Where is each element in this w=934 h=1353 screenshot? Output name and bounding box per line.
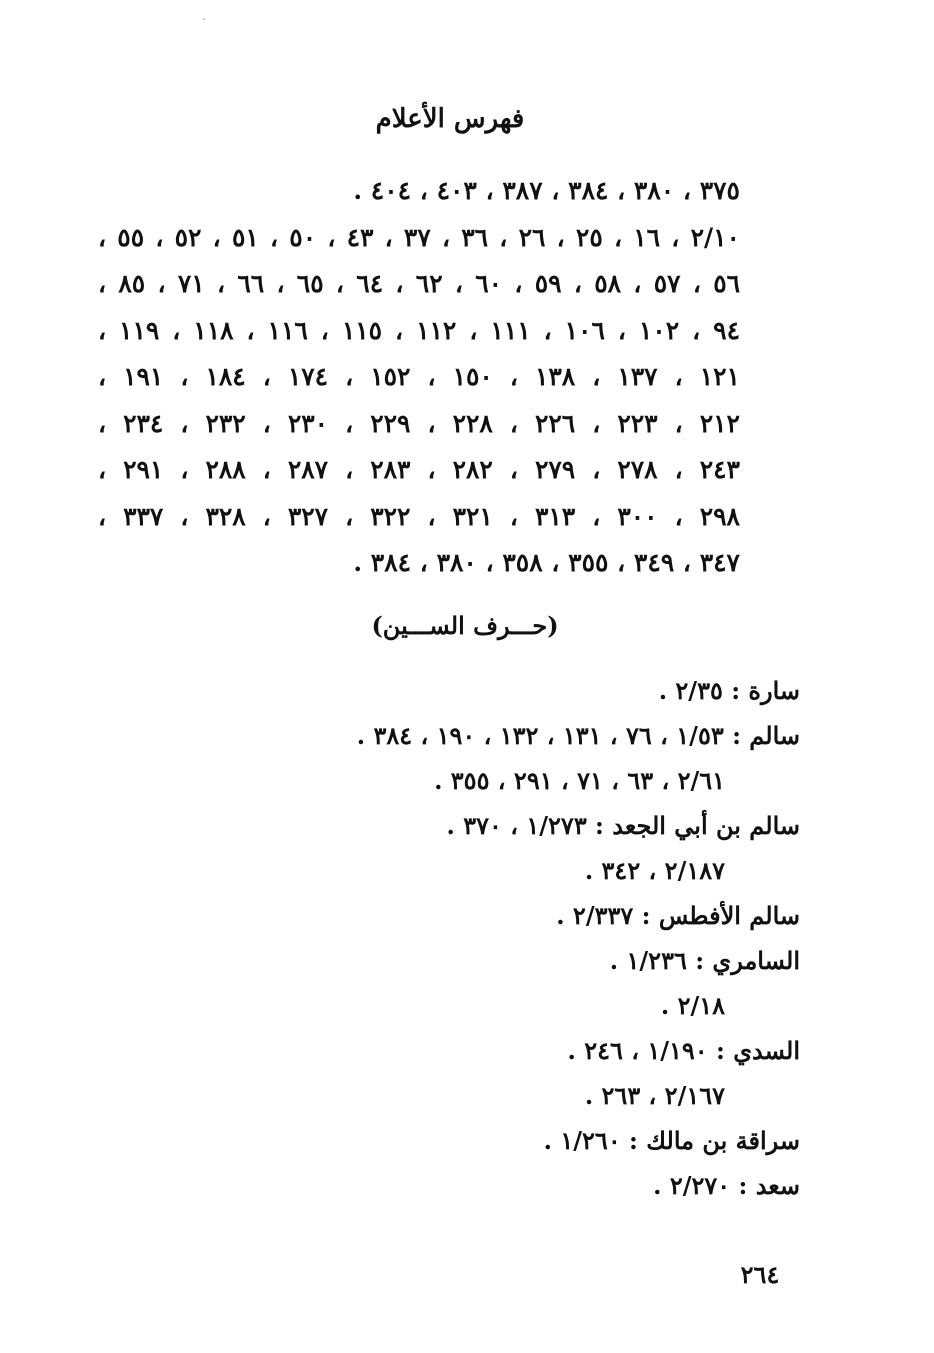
reference-line: ٥٦ ، ٥٧ ، ٥٨ ، ٥٩ ، ٦٠ ، ٦٢ ، ٦٤ ، ٦٥ ، ٦٦ ، ٧١ ، ٨٥ ، xyxy=(98,269,741,298)
index-entry-continuation: ٢/٦١ ، ٦٣ ، ٧١ ، ٢٩١ ، ٣٥٥ . xyxy=(434,766,725,795)
reference-line: ٢١٢ ، ٢٢٣ ، ٢٢٦ ، ٢٢٨ ، ٢٢٩ ، ٢٣٠ ، ٢٣٢ ، ٢٣٤ ، xyxy=(98,408,740,438)
index-entry: سعد : ٢/٢٧٠ . xyxy=(653,1171,800,1200)
index-entry: السامري : ١/٢٣٦ . xyxy=(609,946,800,975)
reference-line: ٢٩٨ ، ٣٠٠ ، ٣١٣ ، ٣٢١ ، ٣٢٢ ، ٣٢٧ ، ٣٢٨ ، ٣٣٧ ، xyxy=(98,501,740,531)
page-number: ٢٦٤ xyxy=(740,1260,780,1289)
reference-line: ٩٤ ، ١٠٢ ، ١٠٦ ، ١١١ ، ١١٢ ، ١١٥ ، ١١٦ ، ١١٨ ، ١١٩ ، xyxy=(98,315,740,345)
index-entry-continuation: ٢/١٨ . xyxy=(660,991,725,1020)
index-entry-continuation: ٢/١٦٧ ، ٢٦٣ . xyxy=(584,1081,725,1110)
reference-line: ٢٤٣ ، ٢٧٨ ، ٢٧٩ ، ٢٨٢ ، ٢٨٣ ، ٢٨٧ ، ٢٨٨ ، ٢٩١ ، xyxy=(98,455,740,484)
reference-line: ٣٧٥ ، ٣٨٠ ، ٣٨٤ ، ٣٨٧ ، ٤٠٣ ، ٤٠٤ . xyxy=(353,176,740,205)
reference-line: ٣٤٧ ، ٣٤٩ ، ٣٥٥ ، ٣٥٨ ، ٣٨٠ ، ٣٨٤ . xyxy=(353,548,740,577)
running-header: فهرس الأعلام xyxy=(375,104,525,134)
index-entry: سالم الأفطس : ٢/٣٣٧ . xyxy=(556,901,800,930)
scan-speck xyxy=(203,18,205,20)
index-entry: سالم : ١/٥٣ ، ٧٦ ، ١٣١ ، ١٣٢ ، ١٩٠ ، ٣٨٤ . xyxy=(356,721,800,750)
continued-references-block xyxy=(98,168,740,587)
section-heading: (حـــرف الســـين) xyxy=(371,611,559,640)
index-entry: سراقة بن مالك : ١/٢٦٠ . xyxy=(543,1126,800,1155)
index-entry-continuation: ٢/١٨٧ ، ٣٤٢ . xyxy=(584,856,725,885)
index-entry: السدي : ١/١٩٠ ، ٢٤٦ . xyxy=(567,1036,800,1065)
index-entries xyxy=(200,668,800,1208)
reference-line: ٢/١٠ ، ١٦ ، ٢٥ ، ٢٦ ، ٣٦ ، ٣٧ ، ٤٣ ، ٥٠ ، ٥١ ، ٥٢ ، ٥٥ ، xyxy=(98,222,740,252)
index-entry: سالم بن أبي الجعد : ١/٢٧٣ ، ٣٧٠ . xyxy=(446,811,800,840)
reference-line: ١٢١ ، ١٣٧ ، ١٣٨ ، ١٥٠ ، ١٥٢ ، ١٧٤ ، ١٨٤ ، ١٩١ ، xyxy=(98,362,740,391)
index-entry: سارة : ٢/٣٥ . xyxy=(658,676,800,705)
